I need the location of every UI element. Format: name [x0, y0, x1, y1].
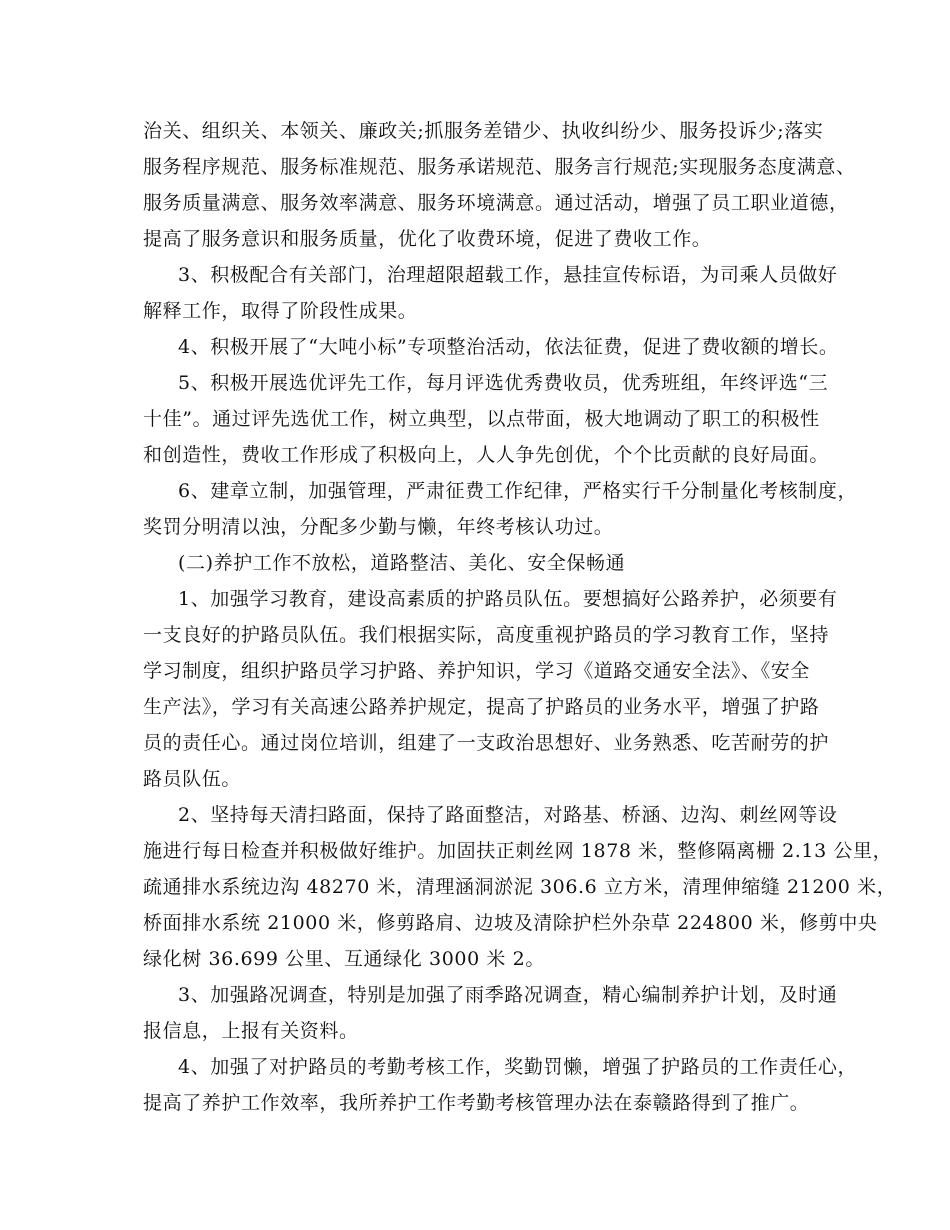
paragraph-line: 3、积极配合有关部门，治理超限超载工作，悬挂宣传标语，为司乘人员做好 — [178, 264, 838, 286]
paragraph-line: 一支良好的护路员队伍。我们根据实际，高度重视护路员的学习教育工作，坚持 — [143, 624, 830, 646]
paragraph-line: 1、加强学习教育，建设高素质的护路员队伍。要想搞好公路养护，必须要有 — [178, 588, 838, 610]
paragraph-line: 学习制度，组织护路员学习护路、养护知识，学习《道路交通安全法》、《安全 — [143, 660, 811, 682]
paragraph-line: 十佳”。通过评先选优工作，树立典型，以点带面，极大地调动了职工的积极性 — [143, 408, 820, 430]
paragraph-line: 提高了养护工作效率，我所养护工作考勤考核管理办法在泰赣路得到了推广。 — [143, 1092, 810, 1114]
paragraph-line: 施进行每日检查并积极做好维护。加固扶正刺丝网 1878 米，整修隔离栅 2.13 公里， — [143, 840, 893, 862]
paragraph-line: 报信息，上报有关资料。 — [143, 1020, 359, 1042]
paragraph-line: 路员队伍。 — [143, 768, 242, 790]
paragraph-line: 6、建章立制，加强管理，严肃征费工作纪律，严格实行千分制量化考核制度， — [178, 480, 858, 502]
paragraph-line: 奖罚分明清以浊，分配多少勤与懒，年终考核认功过。 — [143, 516, 614, 538]
paragraph-line: 服务程序规范、服务标准规范、服务承诺规范、服务言行规范;实现服务态度满意、 — [143, 156, 856, 178]
paragraph-line: 生产法》，学习有关高速公路养护规定，提高了护路员的业务水平，增强了护路 — [143, 696, 820, 718]
paragraph-line: 绿化树 36.699 公里、互通绿化 3000 米 2。 — [143, 948, 545, 970]
paragraph-line: 和创造性，费收工作形成了积极向上，人人争先创优，个个比贡献的良好局面。 — [143, 444, 830, 466]
paragraph-line: 解释工作，取得了阶段性成果。 — [143, 300, 418, 322]
paragraph-line: 4、加强了对护路员的考勤考核工作，奖勤罚懒，增强了护路员的工作责任心， — [178, 1056, 858, 1078]
paragraph-line: 提高了服务意识和服务质量，优化了收费环境，促进了费收工作。 — [143, 228, 712, 250]
paragraph-line: 疏通排水系统边沟 48270 米，清理涵洞淤泥 306.6 立方米，清理伸缩缝 21200 米， — [143, 876, 897, 898]
paragraph-line: 3、加强路况调查，特别是加强了雨季路况调查，精心编制养护计划，及时通 — [178, 984, 838, 1006]
paragraph-line: 治关、组织关、本领关、廉政关;抓服务差错少、执收纠纷少、服务投诉少;落实 — [143, 120, 824, 142]
section-heading: (二)养护工作不放松，道路整洁、美化、安全保畅通 — [178, 552, 626, 574]
paragraph-line: 5、积极开展选优评先工作，每月评选优秀费收员，优秀班组，年终评选“三 — [178, 372, 829, 394]
paragraph-line: 服务质量满意、服务效率满意、服务环境满意。通过活动，增强了员工职业道德， — [143, 192, 849, 214]
paragraph-line: 员的责任心。通过岗位培训，组建了一支政治思想好、业务熟悉、吃苦耐劳的护 — [143, 732, 830, 754]
paragraph-line: 桥面排水系统 21000 米，修剪路肩、边坡及清除护栏外杂草 224800 米，修剪中央 — [143, 912, 878, 934]
paragraph-line: 2、坚持每天清扫路面，保持了路面整洁，对路基、桥涵、边沟、刺丝网等设 — [178, 804, 838, 826]
paragraph-line: 4、积极开展了“大吨小标”专项整治活动，依法征费，促进了费收额的增长。 — [178, 336, 839, 358]
